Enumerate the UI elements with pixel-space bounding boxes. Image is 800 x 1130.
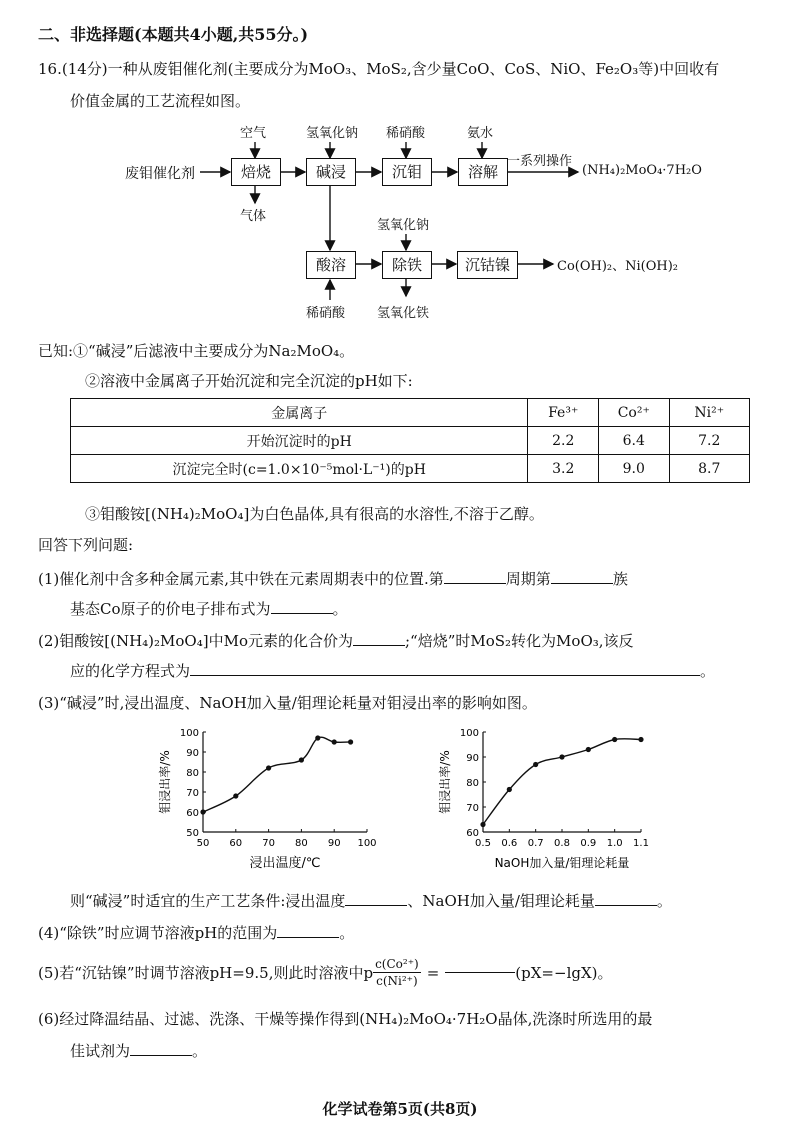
q1-text-b: 周期第 — [505, 570, 551, 588]
y-tick-label: 100 — [459, 728, 479, 739]
x-tick-label: 1.1 — [633, 838, 649, 849]
table-cell: 3.2 — [528, 455, 599, 483]
q4-text-a: (4)“除铁”时应调节溶液pH的范围为 — [38, 924, 278, 942]
q6-text-c: 。 — [192, 1042, 208, 1060]
data-point — [332, 739, 337, 744]
flow-box-dissolve: 溶解 — [458, 158, 508, 186]
data-point — [266, 765, 271, 770]
q6-line1: (6)经过降温结晶、过滤、洗涤、干燥等操作得到(NH₄)₂MoO₄·7H₂O晶体,洗涤时所选用的最 — [38, 1010, 653, 1028]
q5-text-c: (pX=−lgX)。 — [515, 964, 613, 982]
q4-ph-range-blank[interactable] — [277, 937, 339, 938]
q3b-text-b: 、NaOH加入量/钼理论耗量 — [407, 892, 595, 910]
q1-text-d: 基态Co原子的价电子排布式为 — [70, 600, 271, 618]
x-axis-label: NaOH加入量/钼理论耗量 — [494, 856, 630, 870]
table-header-cell: Ni²⁺ — [669, 399, 749, 427]
x-tick-label: 0.9 — [580, 838, 597, 849]
q2-text-c: 应的化学方程式为 — [70, 662, 191, 680]
flow-label-series-ops: 一系列操作 — [507, 154, 573, 169]
data-point — [480, 822, 485, 827]
table-cell: 2.2 — [528, 427, 599, 455]
q6-text-b: 佳试剂为 — [70, 1042, 131, 1060]
q4-line — [38, 922, 354, 943]
flow-box-acid-dissolve: 酸溶 — [306, 251, 356, 279]
flow-box-fe-removal: 除铁 — [382, 251, 432, 279]
x-tick-label: 0.7 — [527, 838, 544, 849]
data-point — [299, 757, 304, 762]
x-tick-label: 90 — [327, 838, 341, 849]
q5-text-a: (5)若“沉钴镍”时调节溶液pH=9.5,则此时溶液中p — [38, 964, 374, 982]
data-point — [533, 762, 538, 767]
chart-naoh-ratio — [435, 722, 675, 882]
q3b-text-a: 则“碱浸”时适宜的生产工艺条件:浸出温度 — [70, 892, 346, 910]
question-intro-line2: 价值金属的工艺流程如图。 — [70, 92, 251, 110]
page-footer: 化学试卷第5页(共8页) — [322, 1100, 478, 1118]
flow-label-naoh1: 氢氧化钠 — [306, 126, 359, 141]
y-tick-label: 70 — [186, 788, 199, 799]
flow-box-alkali-leach: 碱浸 — [306, 158, 356, 186]
q5-text-b: = — [426, 963, 440, 982]
flow-label-hno3-2: 稀硝酸 — [306, 306, 346, 321]
ion-ph-table — [70, 398, 750, 483]
q5-answer-blank[interactable] — [445, 972, 515, 973]
q2-line2 — [70, 660, 715, 681]
q5-numerator: c(Co²⁺) — [375, 957, 419, 971]
y-tick-label: 60 — [186, 808, 199, 819]
y-tick-label: 90 — [186, 748, 199, 759]
table-cell: 6.4 — [599, 427, 670, 455]
flow-start-label: 废钼催化剂 — [125, 166, 195, 182]
q3-intro: (3)“碱浸”时,浸出温度、NaOH加入量/钼理论耗量对钼浸出率的影响如图。 — [38, 694, 537, 712]
q1-line2 — [70, 598, 348, 619]
q1-config-blank[interactable] — [271, 613, 333, 614]
q5-line — [38, 956, 613, 996]
series-line — [203, 737, 351, 812]
y-axis-label: 钼浸出率/% — [438, 750, 452, 814]
known-1: 已知:①“碱浸”后滤液中主要成分为Na₂MoO₄。 — [38, 342, 355, 360]
q5-denominator: c(Ni²⁺) — [376, 974, 418, 988]
table-row — [71, 455, 750, 483]
y-tick-label: 80 — [186, 768, 199, 779]
known-2: ②溶液中金属离子开始沉淀和完全沉淀的pH如下: — [85, 372, 413, 390]
table-header-cell: Co²⁺ — [599, 399, 670, 427]
q1-group-blank[interactable] — [551, 583, 613, 584]
flow-label-fe-hydroxide: 氢氧化铁 — [377, 306, 430, 321]
q1-period-blank[interactable] — [444, 583, 506, 584]
q2-text-b: ;“焙烧”时MoS₂转化为MoO₃,该反 — [404, 632, 634, 650]
q1-text-e: 。 — [332, 600, 348, 618]
x-tick-label: 60 — [229, 838, 243, 849]
x-tick-label: 70 — [262, 838, 275, 849]
q3-temp-blank[interactable] — [345, 905, 407, 906]
q6-line2 — [70, 1040, 207, 1061]
q6-reagent-blank[interactable] — [130, 1055, 192, 1056]
x-axis-label: 浸出温度/℃ — [249, 856, 321, 871]
q3-conditions-line — [70, 890, 672, 911]
flow-box-mo-precip: 沉钼 — [382, 158, 432, 186]
table-cell: 8.7 — [669, 455, 749, 483]
data-point — [612, 737, 617, 742]
x-tick-label: 50 — [196, 838, 210, 849]
q3-ratio-blank[interactable] — [595, 905, 657, 906]
data-point — [200, 809, 205, 814]
data-point — [586, 747, 591, 752]
x-tick-label: 0.6 — [501, 838, 518, 849]
flow-box-co-ni-precip: 沉钴镍 — [457, 251, 518, 279]
q3b-text-c: 。 — [656, 892, 672, 910]
y-tick-label: 100 — [179, 728, 199, 739]
flow-label-air: 空气 — [240, 126, 267, 141]
table-row — [71, 427, 750, 455]
flow-label-product: (NH₄)₂MoO₄·7H₂O — [582, 163, 702, 178]
x-tick-label: 0.5 — [475, 838, 491, 849]
q2-text-d: 。 — [700, 662, 716, 680]
flow-box-roast: 焙烧 — [231, 158, 281, 186]
known-3: ③钼酸铵[(NH₄)₂MoO₄]为白色晶体,具有很高的水溶性,不溶于乙醇。 — [85, 505, 544, 523]
table-header-cell: 金属离子 — [71, 399, 528, 427]
q5-fraction — [373, 956, 421, 989]
flow-label-naoh2: 氢氧化钠 — [377, 218, 430, 233]
table-header-row — [71, 399, 750, 427]
y-tick-label: 70 — [466, 803, 479, 814]
y-axis-label: 钼浸出率/% — [158, 750, 172, 814]
flow-label-hno3: 稀硝酸 — [386, 126, 426, 141]
data-point — [315, 735, 320, 740]
y-tick-label: 60 — [466, 828, 479, 839]
flow-label-co-ni: Co(OH)₂、Ni(OH)₂ — [557, 259, 679, 274]
table-cell: 7.2 — [669, 427, 749, 455]
flow-label-ammonia: 氨水 — [467, 126, 494, 141]
q2-valence-blank[interactable] — [353, 645, 405, 646]
q1-line1 — [38, 568, 628, 589]
y-tick-label: 90 — [466, 753, 479, 764]
x-tick-label: 0.8 — [554, 838, 570, 849]
table-cell: 开始沉淀时的pH — [71, 427, 528, 455]
question-intro-line1: 16.(14分)一种从废钼催化剂(主要成分为MoO₃、MoS₂,含少量CoO、CoS、NiO、Fe₂O₃等)中回收有 — [38, 60, 720, 78]
data-point — [348, 739, 353, 744]
series-line — [483, 739, 641, 825]
q1-text-c: 族 — [612, 570, 628, 588]
q2-equation-blank[interactable] — [190, 675, 700, 676]
x-tick-label: 1.0 — [606, 838, 623, 849]
flow-label-gas: 气体 — [240, 209, 267, 224]
q2-line1 — [38, 630, 634, 651]
table-header-cell: Fe³⁺ — [528, 399, 599, 427]
answer-prompt: 回答下列问题: — [38, 536, 134, 554]
table-cell: 沉淀完全时(c=1.0×10⁻⁵mol·L⁻¹)的pH — [71, 455, 528, 483]
q2-text-a: (2)钼酸铵[(NH₄)₂MoO₄]中Mo元素的化合价为 — [38, 632, 353, 650]
q4-text-b: 。 — [339, 924, 355, 942]
data-point — [559, 754, 564, 759]
y-tick-label: 50 — [186, 828, 199, 839]
y-tick-label: 80 — [466, 778, 479, 789]
data-point — [233, 793, 238, 798]
table-cell: 9.0 — [599, 455, 670, 483]
x-tick-label: 100 — [357, 838, 377, 849]
section-title: 二、非选择题(本题共4小题,共55分。) — [38, 25, 309, 44]
q1-text-a: (1)催化剂中含多种金属元素,其中铁在元素周期表中的位置.第 — [38, 570, 444, 588]
x-tick-label: 80 — [295, 838, 308, 849]
data-point — [638, 737, 643, 742]
data-point — [507, 787, 512, 792]
chart-temperature — [155, 722, 385, 882]
